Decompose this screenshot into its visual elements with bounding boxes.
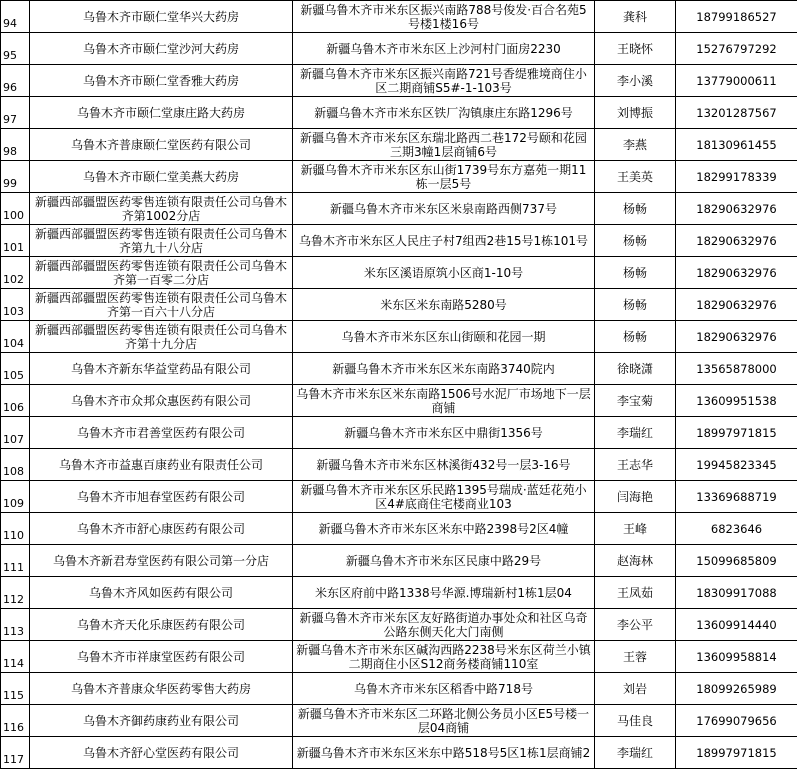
table-row bbox=[1, 321, 797, 353]
contact-person-cell: 王美英 bbox=[595, 161, 676, 193]
contact-person-cell: 赵海林 bbox=[595, 545, 676, 577]
table-row bbox=[1, 193, 797, 225]
address-cell: 米东区米东南路5280号 bbox=[293, 289, 595, 321]
address-cell: 米东区府前中路1338号华源.博瑞新村1栋1层04 bbox=[293, 577, 595, 609]
row-number-cell: 110 bbox=[1, 513, 30, 545]
contact-person-cell: 杨畅 bbox=[595, 289, 676, 321]
row-number-cell: 114 bbox=[1, 641, 30, 673]
address-cell: 乌鲁木齐市米东区稻香中路718号 bbox=[293, 673, 595, 705]
company-name-cell: 乌鲁木齐市旭春堂医药有限公司 bbox=[30, 481, 293, 513]
company-name-cell: 乌鲁木齐市舒心康医药有限公司 bbox=[30, 513, 293, 545]
address-cell: 新疆乌鲁木齐市米东区东山街1739号东方嘉苑一期11栋一层5号 bbox=[293, 161, 595, 193]
row-number-cell: 96 bbox=[1, 65, 30, 97]
row-number-cell: 95 bbox=[1, 33, 30, 65]
contact-person-cell: 李瑞红 bbox=[595, 737, 676, 769]
row-number-cell: 102 bbox=[1, 257, 30, 289]
table-row bbox=[1, 545, 797, 577]
table-row bbox=[1, 1, 797, 33]
address-cell: 新疆乌鲁木齐市米东区碱沟西路2238号米东区荷兰小镇二期商住小区S12商务楼商铺110室 bbox=[293, 641, 595, 673]
company-name-cell: 乌鲁木齐市颐仁堂康庄路大药房 bbox=[30, 97, 293, 129]
address-cell: 新疆乌鲁木齐市米东区振兴南路788号俊发·百合名苑5号楼1楼16号 bbox=[293, 1, 595, 33]
contact-person-cell: 王峰 bbox=[595, 513, 676, 545]
table-row bbox=[1, 65, 797, 97]
phone-cell: 18290632976 bbox=[676, 321, 797, 353]
phone-cell: 18997971815 bbox=[676, 737, 797, 769]
row-number-cell: 98 bbox=[1, 129, 30, 161]
company-name-cell: 乌鲁木齐普康众华医药零售大药房 bbox=[30, 673, 293, 705]
address-cell: 新疆乌鲁木齐市米东区东瑞北路西二巷172号颐和花园三期3幢1层商铺6号 bbox=[293, 129, 595, 161]
company-name-cell: 乌鲁木齐普康颐仁堂医药有限公司 bbox=[30, 129, 293, 161]
company-name-cell: 新疆西部疆盟医药零售连锁有限责任公司乌鲁木齐第一百零二分店 bbox=[30, 257, 293, 289]
phone-cell: 18290632976 bbox=[676, 225, 797, 257]
table-row bbox=[1, 609, 797, 641]
contact-person-cell: 王蓉 bbox=[595, 641, 676, 673]
table-row bbox=[1, 129, 797, 161]
company-name-cell: 新疆西部疆盟医药零售连锁有限责任公司乌鲁木齐第一百六十八分店 bbox=[30, 289, 293, 321]
row-number-cell: 99 bbox=[1, 161, 30, 193]
address-cell: 乌鲁木齐市米东区人民庄子村7组西2巷15号1栋101号 bbox=[293, 225, 595, 257]
row-number-cell: 115 bbox=[1, 673, 30, 705]
table-row bbox=[1, 449, 797, 481]
row-number-cell: 97 bbox=[1, 97, 30, 129]
address-cell: 新疆乌鲁木齐市米东区米东中路518号5区1栋1层商铺2 bbox=[293, 737, 595, 769]
address-cell: 新疆乌鲁木齐市米东区中鼎街1356号 bbox=[293, 417, 595, 449]
contact-person-cell: 徐晓潇 bbox=[595, 353, 676, 385]
company-name-cell: 乌鲁木齐御药康药业有限公司 bbox=[30, 705, 293, 737]
company-name-cell: 乌鲁木齐市众邦众惠医药有限公司 bbox=[30, 385, 293, 417]
contact-person-cell: 王晓怀 bbox=[595, 33, 676, 65]
company-name-cell: 新疆西部疆盟医药零售连锁有限责任公司乌鲁木齐第十九分店 bbox=[30, 321, 293, 353]
row-number-cell: 94 bbox=[1, 1, 30, 33]
phone-cell: 13609951538 bbox=[676, 385, 797, 417]
contact-person-cell: 王志华 bbox=[595, 449, 676, 481]
table-row bbox=[1, 481, 797, 513]
phone-cell: 6823646 bbox=[676, 513, 797, 545]
phone-cell: 18130961455 bbox=[676, 129, 797, 161]
address-cell: 新疆乌鲁木齐市米东区民康中路29号 bbox=[293, 545, 595, 577]
row-number-cell: 111 bbox=[1, 545, 30, 577]
phone-cell: 13779000611 bbox=[676, 65, 797, 97]
phone-cell: 18290632976 bbox=[676, 289, 797, 321]
phone-cell: 18309917088 bbox=[676, 577, 797, 609]
phone-cell: 13609914440 bbox=[676, 609, 797, 641]
contact-person-cell: 刘博振 bbox=[595, 97, 676, 129]
address-cell: 新疆乌鲁木齐市米东区上沙河村门面房2230 bbox=[293, 33, 595, 65]
phone-cell: 18099265989 bbox=[676, 673, 797, 705]
company-name-cell: 乌鲁木齐市颐仁堂美燕大药房 bbox=[30, 161, 293, 193]
phone-cell: 18290632976 bbox=[676, 257, 797, 289]
row-number-cell: 113 bbox=[1, 609, 30, 641]
company-name-cell: 乌鲁木齐市颐仁堂香雅大药房 bbox=[30, 65, 293, 97]
company-name-cell: 乌鲁木齐风如医药有限公司 bbox=[30, 577, 293, 609]
phone-cell: 13565878000 bbox=[676, 353, 797, 385]
row-number-cell: 109 bbox=[1, 481, 30, 513]
address-cell: 新疆乌鲁木齐市米东区乐民路1395号瑞成·蓝廷花苑小区4#底商住宅楼商业103 bbox=[293, 481, 595, 513]
company-name-cell: 乌鲁木齐天化乐康医药有限公司 bbox=[30, 609, 293, 641]
phone-cell: 13609958814 bbox=[676, 641, 797, 673]
table-row bbox=[1, 161, 797, 193]
phone-cell: 17699079656 bbox=[676, 705, 797, 737]
table-row bbox=[1, 257, 797, 289]
company-name-cell: 乌鲁木齐市君善堂医药有限公司 bbox=[30, 417, 293, 449]
table-row bbox=[1, 33, 797, 65]
table-row bbox=[1, 737, 797, 769]
contact-person-cell: 李宝菊 bbox=[595, 385, 676, 417]
row-number-cell: 104 bbox=[1, 321, 30, 353]
address-cell: 乌鲁木齐市米东区米东南路1506号水泥厂市场地下一层商铺 bbox=[293, 385, 595, 417]
contact-person-cell: 李燕 bbox=[595, 129, 676, 161]
contact-person-cell: 李瑞红 bbox=[595, 417, 676, 449]
table-row bbox=[1, 641, 797, 673]
address-cell: 米东区溪语原筑小区商1-10号 bbox=[293, 257, 595, 289]
table-row bbox=[1, 353, 797, 385]
row-number-cell: 106 bbox=[1, 385, 30, 417]
company-name-cell: 新疆西部疆盟医药零售连锁有限责任公司乌鲁木齐第九十八分店 bbox=[30, 225, 293, 257]
table-row bbox=[1, 705, 797, 737]
phone-cell: 18290632976 bbox=[676, 193, 797, 225]
contact-person-cell: 刘岩 bbox=[595, 673, 676, 705]
contact-person-cell: 杨畅 bbox=[595, 193, 676, 225]
row-number-cell: 100 bbox=[1, 193, 30, 225]
row-number-cell: 107 bbox=[1, 417, 30, 449]
company-name-cell: 乌鲁木齐市益惠百康药业有限责任公司 bbox=[30, 449, 293, 481]
row-number-cell: 117 bbox=[1, 737, 30, 769]
table-row bbox=[1, 97, 797, 129]
phone-cell: 18997971815 bbox=[676, 417, 797, 449]
contact-person-cell: 杨畅 bbox=[595, 257, 676, 289]
company-name-cell: 新疆西部疆盟医药零售连锁有限责任公司乌鲁木齐第1002分店 bbox=[30, 193, 293, 225]
table-row bbox=[1, 577, 797, 609]
contact-person-cell: 龚科 bbox=[595, 1, 676, 33]
table-row bbox=[1, 385, 797, 417]
table-row bbox=[1, 417, 797, 449]
address-cell: 新疆乌鲁木齐市米东区友好路街道办事处众和社区乌奇公路东侧天化大门南侧 bbox=[293, 609, 595, 641]
company-name-cell: 乌鲁木齐新东华益堂药品有限公司 bbox=[30, 353, 293, 385]
row-number-cell: 103 bbox=[1, 289, 30, 321]
table-row bbox=[1, 225, 797, 257]
phone-cell: 15099685809 bbox=[676, 545, 797, 577]
address-cell: 新疆乌鲁木齐市米东区米东南路3740院内 bbox=[293, 353, 595, 385]
phone-cell: 18299178339 bbox=[676, 161, 797, 193]
table-row bbox=[1, 513, 797, 545]
row-number-cell: 116 bbox=[1, 705, 30, 737]
address-cell: 新疆乌鲁木齐市米东区米东中路2398号2区4幢 bbox=[293, 513, 595, 545]
row-number-cell: 105 bbox=[1, 353, 30, 385]
row-number-cell: 112 bbox=[1, 577, 30, 609]
table-row bbox=[1, 673, 797, 705]
row-number-cell: 101 bbox=[1, 225, 30, 257]
row-number-cell: 108 bbox=[1, 449, 30, 481]
contact-person-cell: 杨畅 bbox=[595, 321, 676, 353]
pharmacy-table-body bbox=[1, 1, 797, 769]
address-cell: 乌鲁木齐市米东区东山街颐和花园一期 bbox=[293, 321, 595, 353]
company-name-cell: 乌鲁木齐新君寿堂医药有限公司第一分店 bbox=[30, 545, 293, 577]
address-cell: 新疆乌鲁木齐市米东区二环路北侧公务员小区E5号楼一层04商铺 bbox=[293, 705, 595, 737]
table-row bbox=[1, 289, 797, 321]
phone-cell: 19945823345 bbox=[676, 449, 797, 481]
contact-person-cell: 李小溪 bbox=[595, 65, 676, 97]
phone-cell: 13201287567 bbox=[676, 97, 797, 129]
company-name-cell: 乌鲁木齐市颐仁堂华兴大药房 bbox=[30, 1, 293, 33]
address-cell: 新疆乌鲁木齐市米东区米泉南路西侧737号 bbox=[293, 193, 595, 225]
company-name-cell: 乌鲁木齐市颐仁堂沙河大药房 bbox=[30, 33, 293, 65]
address-cell: 新疆乌鲁木齐市米东区林溪街432号一层3-16号 bbox=[293, 449, 595, 481]
phone-cell: 18799186527 bbox=[676, 1, 797, 33]
contact-person-cell: 马佳良 bbox=[595, 705, 676, 737]
phone-cell: 15276797292 bbox=[676, 33, 797, 65]
contact-person-cell: 闫海艳 bbox=[595, 481, 676, 513]
company-name-cell: 乌鲁木齐市祥康堂医药有限公司 bbox=[30, 641, 293, 673]
contact-person-cell: 杨畅 bbox=[595, 225, 676, 257]
contact-person-cell: 李公平 bbox=[595, 609, 676, 641]
contact-person-cell: 王凤茹 bbox=[595, 577, 676, 609]
address-cell: 新疆乌鲁木齐市米东区振兴南路721号香缇雅境商住小区二期商铺S5#-1-103号 bbox=[293, 65, 595, 97]
address-cell: 新疆乌鲁木齐市米东区铁厂沟镇康庄东路1296号 bbox=[293, 97, 595, 129]
phone-cell: 13369688719 bbox=[676, 481, 797, 513]
company-name-cell: 乌鲁木齐舒心堂医药有限公司 bbox=[30, 737, 293, 769]
